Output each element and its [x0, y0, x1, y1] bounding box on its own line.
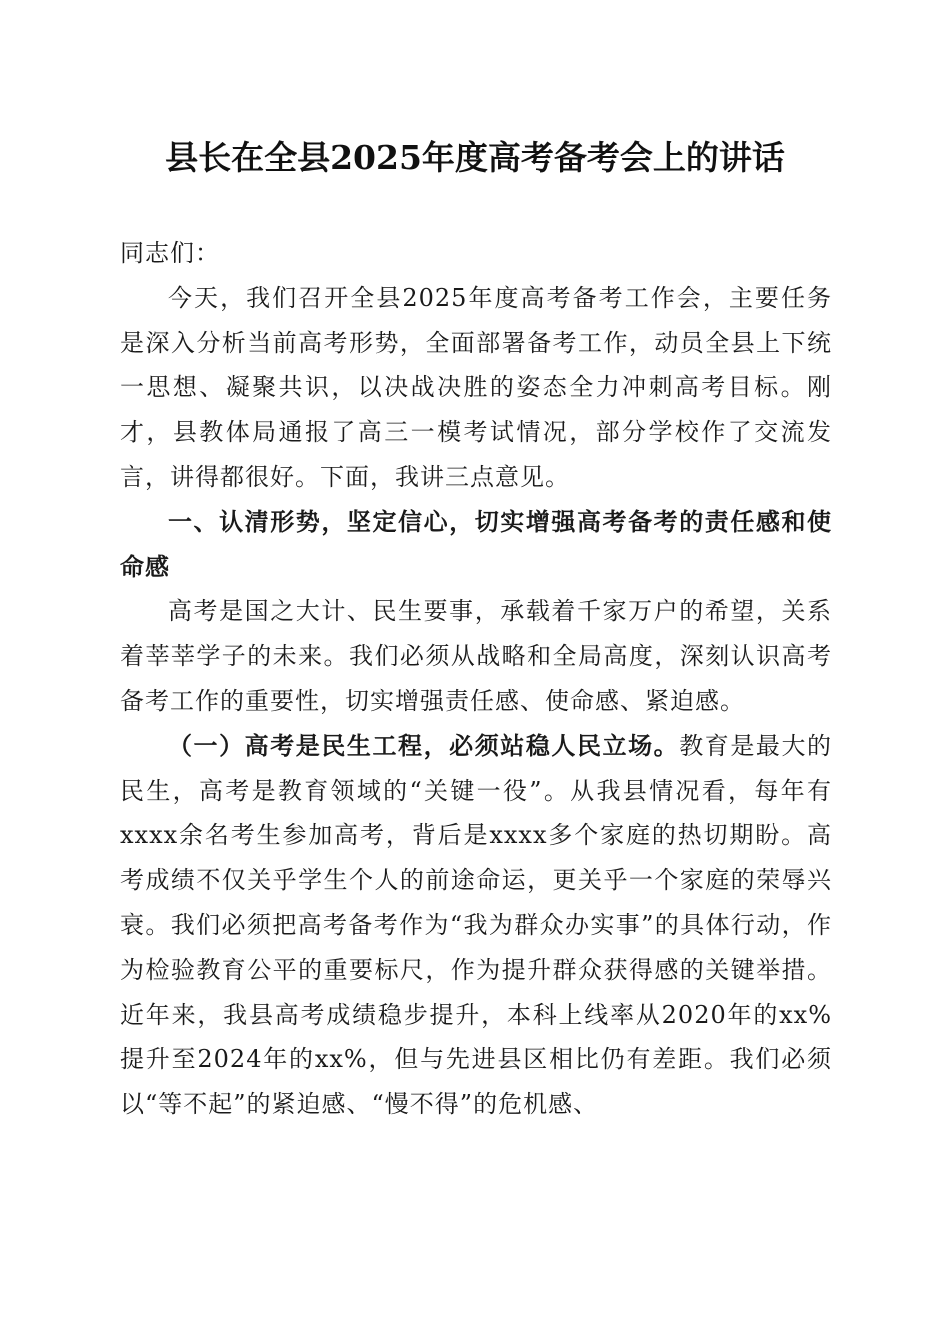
document-title: 县长在全县2025年度高考备考会上的讲话 — [165, 138, 785, 177]
subsection-1-body: 教育是最大的民生，高考是教育领域的“关键一役”。从我县情况看，每年有xxxx余名考生参加高考，背后是xxxx多个家庭的热切期盼。高考成绩不仅关乎学生个人的前途命运，更关乎一个家庭的荣辱兴衰。我们必须把高考备考作为“我为群众办实事”的具体行动，作为检验教育公平的重要标尺，作为提升群众获得感的关键举措。近年来，我县高考成绩稳步提升，本科上线率从2020年的xx%提升至2024年的xx%，但与先进县区相比仍有差距。我们必须以“等不起”的紧迫感、“慢不得”的危机感、 — [120, 731, 833, 1119]
document-body — [120, 231, 832, 1127]
section-1-heading: 一、认清形势，坚定信心，切实增强高考备考的责任感和使命感 — [120, 507, 832, 581]
section-1-paragraph: 高考是国之大计、民生要事，承载着千家万户的希望，关系着莘莘学子的未来。我们必须从战略和全局高度，深刻认识高考备考工作的重要性，切实增强责任感、使命感、紧迫感。 — [120, 597, 832, 715]
subsection-1-heading: （一）高考是民生工程，必须站稳人民立场。 — [168, 731, 680, 760]
subsection-1-paragraph — [120, 724, 832, 1127]
salutation: 同志们： — [120, 239, 220, 267]
intro-paragraph: 今天，我们召开全县2025年度高考备考工作会，主要任务是深入分析当前高考形势，全面部署备考工作，动员全县上下统一思想、凝聚共识，以决战决胜的姿态全力冲刺高考目标。刚才，县教体局通报了高三一模考试情况，部分学校作了交流发言，讲得都很好。下面，我讲三点意见。 — [120, 283, 832, 491]
